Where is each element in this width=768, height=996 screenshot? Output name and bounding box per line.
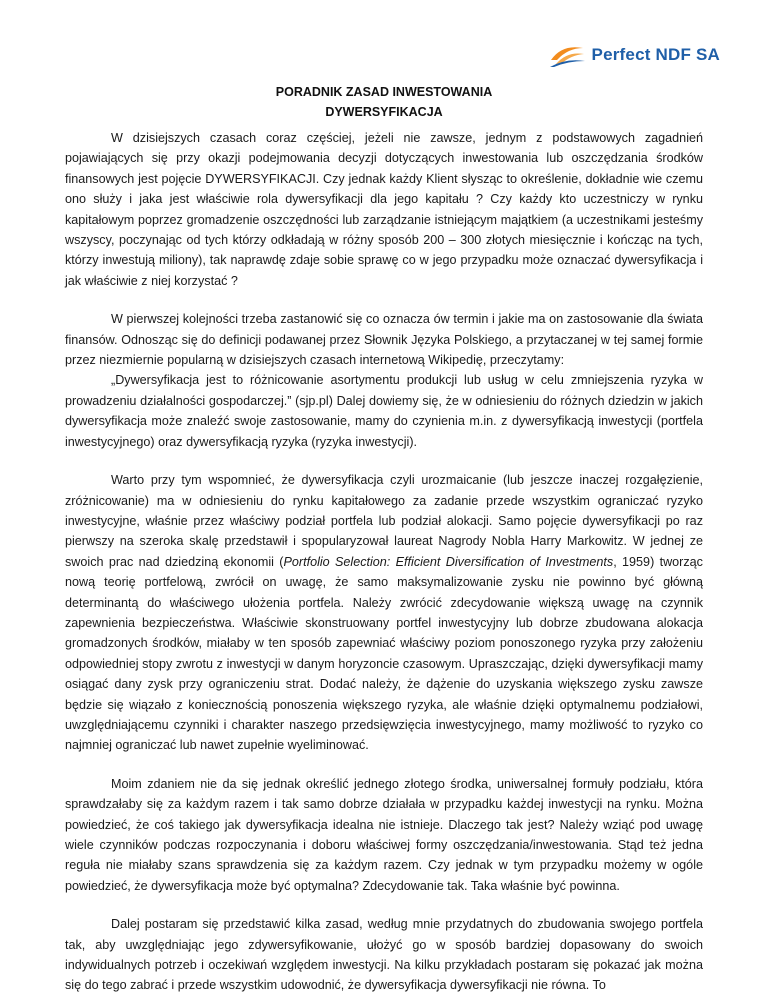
logo-mark-icon (548, 42, 586, 68)
title-line-1: PORADNIK ZASAD INWESTOWANIA (275, 85, 493, 99)
title-line-2: DYWERSYFIKACJA (325, 105, 443, 119)
paragraph-3 (65, 470, 703, 756)
paragraph-2: W pierwszej kolejności trzeba zastanowić się co oznacza ów termin i jakie ma on zastosowanie dla świata finansów. Odnosząc się do definicji podawanej przez Słownik Języka Polskiego, a przytaczanej w tej samej formie przez niezmiernie popularną w dzisiejszych czasach internetową Wikipedię, przeczytamy: (65, 312, 703, 368)
paragraph-3-part-b: , 1959) tworząc nową teorię portfelową, zwrócił on uwagę, że samo maksymalizowanie zysku nie powinno być główną determinantą do właściwego ułożenia portfela. Należy zwrócić zdecydowanie większą uwagę na czynnik zapewnienia bezpieczeństwa. Właściwie skonstruowany portfel inwestycyjny lub dobrze zbudowana alokacja gromadzonych środków, miałaby w ten sposób zapewniać właściwy poziom ponoszonego ryzyka przy założeniu odpowiedniej stopy zwrotu z inwestycji w danym horyzoncie czasowym. Upraszczając, dzięki dywersyfikacji mamy osiągać dany zysk przy ograniczeniu strat. Dodać należy, że dążenie do uzyskania większego zysku zawsze będzie się wiązało z koniecznością ponoszenia większego ryzyka, ale właśnie dzięki optymalnemu podziałowi, uwzględniającemu czynniki i charakter naszego przedsięwzięcia inwestycyjnego, mamy możliwość to ryzyko co najmniej ograniczać lub nawet zupełnie wyeliminować. (65, 554, 703, 753)
document-title (0, 82, 768, 122)
paragraph-4: Moim zdaniem nie da się jednak określić jednego złotego środka, uniwersalnej formuły podziału, która sprawdzałaby się za każdym razem i tak samo dobrze działała w przypadku każdej inwestycji na rynku. Można powiedzieć, że coś takiego jak dywersyfikacja idealna nie istnieje. Dlaczego tak jest? Należy wziąć pod uwagę wiele czynników podczas rozpoczynania i doboru właściwej formy oszczędzania/inwestowania. Stąd też jedna reguła nie miałaby szans sprawdzenia się za każdym razem. Czy jednak w tym przypadku możemy w ogóle powiedzieć, że dywersyfikacja może być optymalna? Zdecydowanie tak. Taka właśnie być powinna. (65, 776, 703, 893)
book-title: Portfolio Selection: Efficient Diversification of Investments (283, 554, 614, 569)
paragraph-1: W dzisiejszych czasach coraz częściej, jeżeli nie zawsze, jednym z podstawowych zagadnień pojawiających się przy okazji podejmowania decyzji dotyczących inwestowania lub oszczędzania środków finansowych jest pojęcie DYWERSYFIKACJI. Czy jednak każdy Klient słysząc to określenie, dokładnie wie czemu ono służy i jaka jest właściwie rola dywersyfikacji dla jego kapitału ? Czy każdy kto uczestniczy w rynku kapitałowym poprzez gromadzenie oszczędności lub zarządzanie istniejącym majątkiem (a uczestnikami jesteśmy wszyscy, poczynając od tych którzy odkładają w różny sposób 200 – 300 złotych miesięcznie i kończąc na tych, którzy inwestują miliony), tak naprawdę zdaje sobie sprawę co w jego przypadku może oznaczać dywersyfikacja i jak właściwie z niej korzystać ? (65, 131, 703, 288)
company-logo (548, 42, 720, 68)
document-body (65, 128, 703, 996)
brand-name: Perfect NDF SA (591, 45, 720, 64)
paragraph-5: Dalej postaram się przedstawić kilka zasad, według mnie przydatnych do zbudowania swojego portfela tak, aby uwzględniając jego zdywersyfikowanie, ułożyć go w sposób bardziej dopasowany do swoich indywidualnych potrzeb i oczekiwań względem inwestycji. Na kilku przykładach postaram się pokazać jak można się do tego zabrać i przede wszystkim udowodnić, że dywersyfikacja dywersyfikacji nie równa. To (65, 917, 703, 993)
paragraph-2-quote: „Dywersyfikacja jest to różnicowanie asortymentu produkcji lub usług w celu zmniejszenia ryzyka w prowadzeniu działalności gospodarczej.” (sjp.pl) Dalej dowiemy się, że w odniesieniu do różnych dziedzin w jakich dywersyfikacja może znaleźć swoje zastosowanie, mamy do czynienia m.in. z dywersyfikacją inwestycji (portfela inwestycyjnego) oraz dywersyfikacją ryzyka (ryzyka inwestycji). (65, 373, 703, 449)
paragraph-3-part-a: Warto przy tym wspomnieć, że dywersyfikacja czyli urozmaicanie (lub jeszcze inaczej rozgałęzienie, zróżnicowanie) ma w odniesieniu do rynku kapitałowego za zadanie przede wszystkim ograniczać ryzyko inwestycyjne, właśnie przez właściwy podział portfela lub podział alokacji. Samo pojęcie dywersyfikacji po raz pierwszy na szeroka skalę przedstawił i spopularyzował laureat Nagrody Nobla Harry Markowitz. W jednej ze swoich prac nad dziedziną ekonomii ( (65, 473, 703, 569)
